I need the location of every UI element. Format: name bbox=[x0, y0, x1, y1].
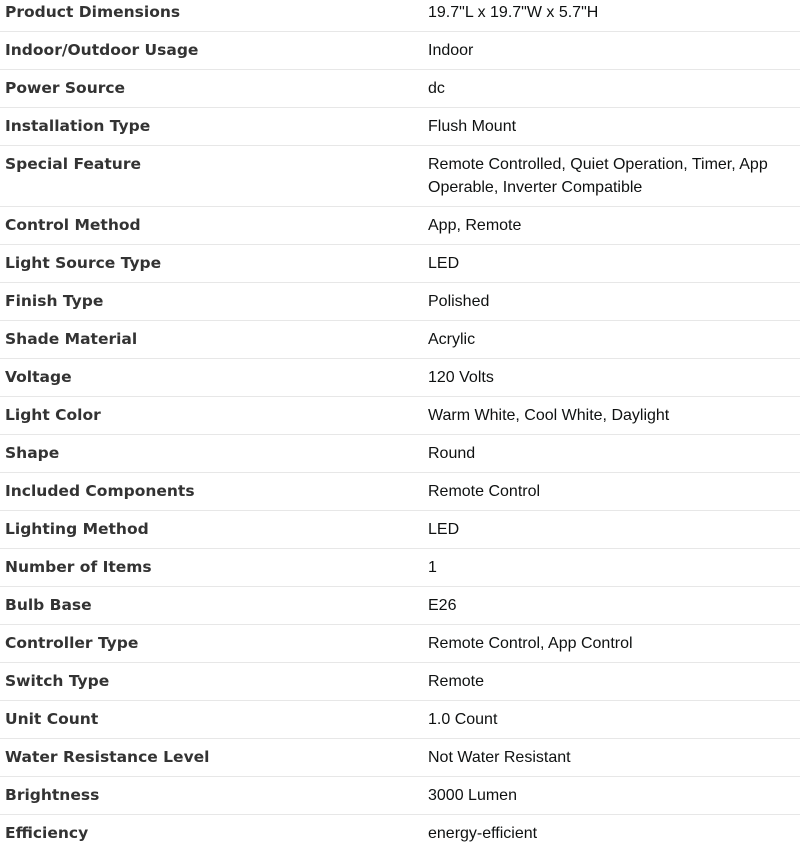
spec-row bbox=[0, 435, 800, 473]
spec-value: Indoor bbox=[428, 32, 800, 70]
spec-value: energy-efficient bbox=[428, 815, 800, 852]
spec-row bbox=[0, 283, 800, 321]
spec-value: 19.7"L x 19.7"W x 5.7"H bbox=[428, 0, 800, 32]
spec-value: Remote bbox=[428, 663, 800, 701]
spec-label: Brightness bbox=[0, 777, 428, 815]
spec-value: App, Remote bbox=[428, 207, 800, 245]
spec-label: Light Source Type bbox=[0, 245, 428, 283]
spec-value: Acrylic bbox=[428, 321, 800, 359]
spec-value: Flush Mount bbox=[428, 108, 800, 146]
spec-row bbox=[0, 473, 800, 511]
spec-value: Not Water Resistant bbox=[428, 739, 800, 777]
spec-row bbox=[0, 70, 800, 108]
spec-row bbox=[0, 245, 800, 283]
spec-row bbox=[0, 701, 800, 739]
spec-row bbox=[0, 207, 800, 245]
spec-value: Remote Control, App Control bbox=[428, 625, 800, 663]
spec-row bbox=[0, 359, 800, 397]
spec-value: E26 bbox=[428, 587, 800, 625]
spec-label: Unit Count bbox=[0, 701, 428, 739]
spec-label: Light Color bbox=[0, 397, 428, 435]
spec-value: Round bbox=[428, 435, 800, 473]
spec-label: Power Source bbox=[0, 70, 428, 108]
spec-row bbox=[0, 32, 800, 70]
spec-row bbox=[0, 739, 800, 777]
spec-label: Bulb Base bbox=[0, 587, 428, 625]
spec-label: Shape bbox=[0, 435, 428, 473]
spec-label: Number of Items bbox=[0, 549, 428, 587]
spec-row bbox=[0, 663, 800, 701]
spec-row bbox=[0, 321, 800, 359]
spec-row bbox=[0, 397, 800, 435]
spec-value: Polished bbox=[428, 283, 800, 321]
spec-label: Control Method bbox=[0, 207, 428, 245]
spec-label: Product Dimensions bbox=[0, 0, 428, 32]
spec-row bbox=[0, 625, 800, 663]
spec-value: LED bbox=[428, 511, 800, 549]
spec-label: Water Resistance Level bbox=[0, 739, 428, 777]
spec-label: Included Components bbox=[0, 473, 428, 511]
spec-value: Warm White, Cool White, Daylight bbox=[428, 397, 800, 435]
spec-label: Voltage bbox=[0, 359, 428, 397]
spec-row bbox=[0, 815, 800, 852]
spec-label: Indoor/Outdoor Usage bbox=[0, 32, 428, 70]
spec-row bbox=[0, 587, 800, 625]
spec-row bbox=[0, 777, 800, 815]
spec-row bbox=[0, 549, 800, 587]
spec-label: Finish Type bbox=[0, 283, 428, 321]
spec-label: Shade Material bbox=[0, 321, 428, 359]
spec-value: Remote Control bbox=[428, 473, 800, 511]
spec-row bbox=[0, 108, 800, 146]
spec-row bbox=[0, 146, 800, 207]
spec-value: 120 Volts bbox=[428, 359, 800, 397]
spec-value: dc bbox=[428, 70, 800, 108]
spec-label: Controller Type bbox=[0, 625, 428, 663]
spec-row bbox=[0, 511, 800, 549]
spec-label: Switch Type bbox=[0, 663, 428, 701]
spec-label: Efficiency bbox=[0, 815, 428, 852]
spec-value: 1 bbox=[428, 549, 800, 587]
spec-value: 1.0 Count bbox=[428, 701, 800, 739]
spec-row bbox=[0, 0, 800, 32]
spec-label: Lighting Method bbox=[0, 511, 428, 549]
spec-value: LED bbox=[428, 245, 800, 283]
spec-label: Special Feature bbox=[0, 146, 428, 207]
spec-value: Remote Controlled, Quiet Operation, Timer, App Operable, Inverter Compatible bbox=[428, 146, 800, 207]
spec-value: 3000 Lumen bbox=[428, 777, 800, 815]
spec-label: Installation Type bbox=[0, 108, 428, 146]
